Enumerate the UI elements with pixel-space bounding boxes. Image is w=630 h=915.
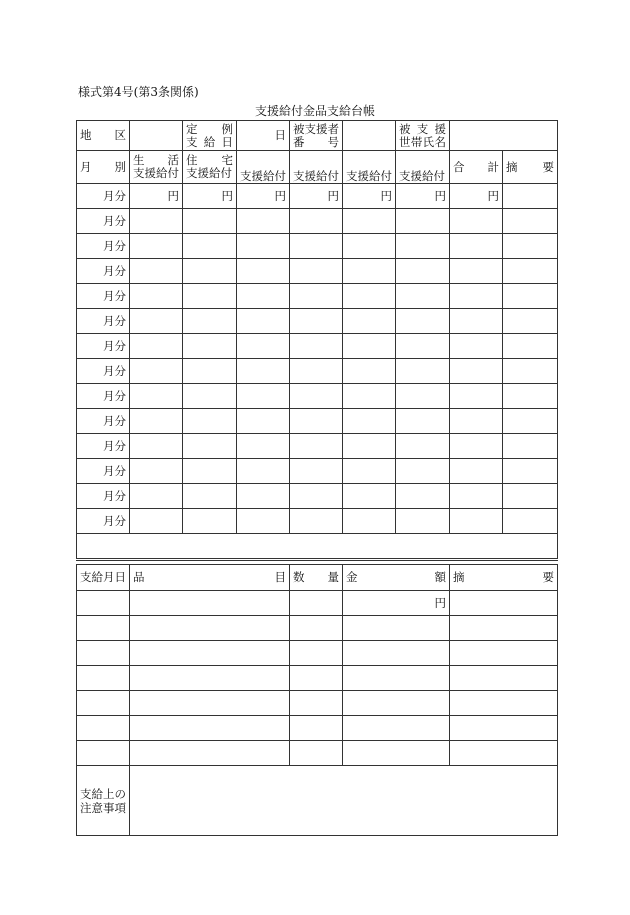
goods-date-header: 支給月日 <box>77 565 130 591</box>
amount-cell[interactable] <box>343 309 396 334</box>
amount-cell[interactable] <box>183 309 237 334</box>
amount-cell[interactable] <box>450 334 503 359</box>
housing-support-header-line2: 支援給付 <box>186 166 232 180</box>
recipient-no-label-line2: 番 号 <box>293 134 339 149</box>
total-column-header: 合 計 <box>450 151 503 184</box>
amount-cell[interactable] <box>130 509 183 534</box>
amount-cell[interactable] <box>130 234 183 259</box>
goods-date-cell[interactable] <box>77 641 130 666</box>
amount-cell[interactable] <box>396 284 450 309</box>
month-row <box>77 284 558 309</box>
goods-remarks-cell[interactable] <box>450 616 558 641</box>
amount-cell[interactable] <box>237 309 290 334</box>
goods-quantity-cell[interactable] <box>290 591 343 616</box>
pay-day-value[interactable]: 日 <box>237 121 290 151</box>
remarks-cell[interactable] <box>503 259 558 284</box>
amount-cell[interactable] <box>290 259 343 284</box>
header-row <box>77 121 558 151</box>
amount-cell[interactable] <box>290 434 343 459</box>
goods-quantity-header: 数 量 <box>290 565 343 591</box>
amount-cell[interactable] <box>237 284 290 309</box>
amount-cell[interactable] <box>237 409 290 434</box>
amount-cell[interactable] <box>396 359 450 384</box>
notes-value[interactable] <box>130 766 558 836</box>
goods-header-row <box>77 565 558 591</box>
amount-cell[interactable] <box>183 384 237 409</box>
amount-cell[interactable] <box>343 509 396 534</box>
goods-quantity-cell[interactable] <box>290 741 343 766</box>
amount-cell[interactable] <box>130 484 183 509</box>
amount-cell[interactable] <box>343 359 396 384</box>
goods-quantity-cell[interactable] <box>290 641 343 666</box>
amount-cell[interactable] <box>450 359 503 384</box>
amount-cell[interactable] <box>237 334 290 359</box>
month-label-cell: 月分 <box>77 209 130 234</box>
amount-cell[interactable] <box>290 234 343 259</box>
amount-cell[interactable] <box>290 484 343 509</box>
amount-cell[interactable] <box>396 384 450 409</box>
amount-cell[interactable] <box>183 459 237 484</box>
month-row <box>77 459 558 484</box>
amount-cell[interactable] <box>130 359 183 384</box>
goods-remarks-cell[interactable] <box>450 691 558 716</box>
goods-quantity-cell[interactable] <box>290 691 343 716</box>
amount-cell[interactable] <box>290 359 343 384</box>
amount-cell[interactable] <box>237 434 290 459</box>
amount-cell[interactable] <box>396 509 450 534</box>
amount-cell[interactable] <box>183 209 237 234</box>
recipient-no-value[interactable] <box>343 121 396 151</box>
amount-cell[interactable] <box>290 509 343 534</box>
ledger-title: 支援給付金品支給台帳 <box>254 104 375 118</box>
amount-cell[interactable] <box>290 284 343 309</box>
amount-cell[interactable] <box>396 434 450 459</box>
amount-cell[interactable] <box>396 484 450 509</box>
notes-label: 支給上の注意事項 <box>77 766 130 836</box>
amount-cell[interactable] <box>183 434 237 459</box>
amount-cell[interactable] <box>130 434 183 459</box>
amount-cell[interactable] <box>343 259 396 284</box>
remarks-cell[interactable] <box>503 409 558 434</box>
amount-cell[interactable] <box>130 459 183 484</box>
amount-cell[interactable] <box>183 334 237 359</box>
goods-row <box>77 716 558 741</box>
goods-remarks-cell[interactable] <box>450 591 558 616</box>
goods-amount-cell[interactable] <box>343 666 450 691</box>
amount-cell[interactable] <box>290 334 343 359</box>
amount-cell[interactable] <box>450 509 503 534</box>
month-label-cell: 月分 <box>77 434 130 459</box>
amount-cell[interactable] <box>343 334 396 359</box>
goods-amount-cell[interactable] <box>343 716 450 741</box>
amount-cell[interactable] <box>343 384 396 409</box>
goods-item-cell[interactable] <box>130 716 290 741</box>
remarks-cell[interactable] <box>503 284 558 309</box>
remarks-cell[interactable] <box>503 484 558 509</box>
household-name-label <box>396 121 450 151</box>
amount-cell[interactable]: 円 <box>237 184 290 209</box>
goods-date-cell[interactable] <box>77 591 130 616</box>
goods-item-cell[interactable] <box>130 741 290 766</box>
goods-date-cell[interactable] <box>77 716 130 741</box>
amount-cell[interactable]: 円 <box>183 184 237 209</box>
month-label-cell: 月分 <box>77 359 130 384</box>
remarks-cell[interactable] <box>503 234 558 259</box>
remarks-cell[interactable] <box>503 209 558 234</box>
living-support-header <box>130 151 183 184</box>
amount-cell[interactable]: 円 <box>343 184 396 209</box>
amount-cell[interactable] <box>450 484 503 509</box>
amount-cell[interactable] <box>130 384 183 409</box>
district-label: 地 区 <box>77 121 130 151</box>
amount-cell[interactable] <box>290 459 343 484</box>
remarks-cell[interactable] <box>503 459 558 484</box>
remarks-cell[interactable] <box>503 509 558 534</box>
goods-item-header: 品 目 <box>130 565 290 591</box>
goods-rows <box>77 591 558 766</box>
amount-cell[interactable] <box>396 234 450 259</box>
amount-cell[interactable] <box>290 209 343 234</box>
monthly-payment-table <box>76 120 558 561</box>
remarks-column-header: 摘 要 <box>503 151 558 184</box>
month-row <box>77 484 558 509</box>
amount-cell[interactable] <box>237 209 290 234</box>
amount-cell[interactable] <box>237 384 290 409</box>
amount-cell[interactable] <box>237 359 290 384</box>
remarks-cell[interactable] <box>503 309 558 334</box>
month-label-cell: 月分 <box>77 184 130 209</box>
month-label-cell: 月分 <box>77 309 130 334</box>
blank-separator-cell <box>77 534 558 560</box>
amount-cell[interactable] <box>183 484 237 509</box>
goods-amount-cell[interactable]: 円 <box>343 591 450 616</box>
month-label-cell: 月分 <box>77 284 130 309</box>
amount-cell[interactable] <box>450 384 503 409</box>
amount-cell[interactable]: 円 <box>396 184 450 209</box>
amount-cell[interactable] <box>290 309 343 334</box>
recipient-no-label-line1: 被支援者 <box>293 121 339 136</box>
amount-cell[interactable] <box>343 434 396 459</box>
amount-cell[interactable] <box>343 409 396 434</box>
support-header-4: 支援給付 <box>290 151 343 184</box>
amount-cell[interactable] <box>450 409 503 434</box>
amount-cell[interactable] <box>450 259 503 284</box>
month-label-cell: 月分 <box>77 409 130 434</box>
amount-cell[interactable] <box>450 459 503 484</box>
amount-cell[interactable]: 円 <box>130 184 183 209</box>
remarks-cell[interactable] <box>503 434 558 459</box>
goods-amount-cell[interactable] <box>343 691 450 716</box>
goods-item-cell[interactable] <box>130 616 290 641</box>
month-row <box>77 334 558 359</box>
amount-cell[interactable] <box>183 284 237 309</box>
amount-cell[interactable]: 円 <box>450 184 503 209</box>
regular-pay-day-label-line2: 支 給 日 <box>186 134 233 149</box>
goods-remarks-cell[interactable] <box>450 666 558 691</box>
support-header-3: 支援給付 <box>237 151 290 184</box>
goods-row <box>77 616 558 641</box>
goods-remarks-cell[interactable] <box>450 716 558 741</box>
amount-cell[interactable] <box>450 284 503 309</box>
month-row <box>77 209 558 234</box>
month-row <box>77 309 558 334</box>
month-row <box>77 234 558 259</box>
goods-amount-header: 金 額 <box>343 565 450 591</box>
notes-row <box>77 766 558 836</box>
amount-cell[interactable] <box>130 284 183 309</box>
amount-cell[interactable] <box>183 509 237 534</box>
living-support-header-line2: 支援給付 <box>133 166 179 180</box>
goods-remarks-header: 摘 要 <box>450 565 558 591</box>
month-row <box>77 259 558 284</box>
household-name-value[interactable] <box>450 121 558 151</box>
column-header-row <box>77 151 558 184</box>
amount-cell[interactable] <box>130 309 183 334</box>
month-label-cell: 月分 <box>77 509 130 534</box>
amount-cell[interactable] <box>450 309 503 334</box>
goods-quantity-cell[interactable] <box>290 616 343 641</box>
goods-item-cell[interactable] <box>130 666 290 691</box>
amount-cell[interactable] <box>450 209 503 234</box>
amount-cell[interactable] <box>343 459 396 484</box>
amount-cell[interactable] <box>396 459 450 484</box>
goods-amount-cell[interactable] <box>343 616 450 641</box>
amount-cell[interactable] <box>396 309 450 334</box>
recipient-no-label <box>290 121 343 151</box>
goods-quantity-cell[interactable] <box>290 666 343 691</box>
amount-cell[interactable] <box>290 409 343 434</box>
amount-cell[interactable] <box>183 234 237 259</box>
month-row <box>77 409 558 434</box>
amount-cell[interactable] <box>183 409 237 434</box>
month-label-cell: 月分 <box>77 484 130 509</box>
month-row <box>77 434 558 459</box>
amount-cell[interactable] <box>343 209 396 234</box>
amount-cell[interactable] <box>130 259 183 284</box>
goods-row <box>77 666 558 691</box>
amount-cell[interactable] <box>130 209 183 234</box>
district-value[interactable] <box>130 121 183 151</box>
household-name-label-line1: 被 支 援 <box>399 121 446 136</box>
month-row <box>77 359 558 384</box>
amount-cell[interactable] <box>237 509 290 534</box>
amount-cell[interactable] <box>343 284 396 309</box>
amount-cell[interactable] <box>237 484 290 509</box>
housing-support-header <box>183 151 237 184</box>
remarks-cell[interactable] <box>503 184 558 209</box>
month-label-cell: 月分 <box>77 234 130 259</box>
goods-item-cell[interactable] <box>130 641 290 666</box>
amount-cell[interactable]: 円 <box>290 184 343 209</box>
month-label-cell: 月分 <box>77 459 130 484</box>
goods-row <box>77 591 558 616</box>
goods-payment-table <box>76 564 558 836</box>
household-name-label-line2: 世帯氏名 <box>399 134 446 149</box>
amount-cell[interactable] <box>290 384 343 409</box>
goods-row <box>77 641 558 666</box>
amount-cell[interactable] <box>343 484 396 509</box>
amount-cell[interactable] <box>450 434 503 459</box>
goods-item-cell[interactable] <box>130 691 290 716</box>
goods-remarks-cell[interactable] <box>450 741 558 766</box>
month-rows <box>77 184 558 534</box>
amount-cell[interactable] <box>343 234 396 259</box>
month-label-cell: 月分 <box>77 384 130 409</box>
goods-date-cell[interactable] <box>77 741 130 766</box>
goods-amount-cell[interactable] <box>343 641 450 666</box>
month-row <box>77 509 558 534</box>
remarks-cell[interactable] <box>503 359 558 384</box>
goods-row <box>77 741 558 766</box>
remarks-cell[interactable] <box>503 384 558 409</box>
goods-date-cell[interactable] <box>77 691 130 716</box>
amount-cell[interactable] <box>396 334 450 359</box>
goods-row <box>77 691 558 716</box>
support-header-6: 支援給付 <box>396 151 450 184</box>
month-label-cell: 月分 <box>77 334 130 359</box>
goods-date-cell[interactable] <box>77 666 130 691</box>
support-header-5: 支援給付 <box>343 151 396 184</box>
amount-cell[interactable] <box>183 259 237 284</box>
amount-cell[interactable] <box>130 409 183 434</box>
amount-cell[interactable] <box>396 409 450 434</box>
amount-cell[interactable] <box>237 459 290 484</box>
form-number: 様式第4号(第3条関係) <box>78 85 199 99</box>
month-column-header: 月 別 <box>77 151 130 184</box>
amount-cell[interactable] <box>237 234 290 259</box>
month-row <box>77 184 558 209</box>
goods-remarks-cell[interactable] <box>450 641 558 666</box>
amount-cell[interactable] <box>450 234 503 259</box>
remarks-cell[interactable] <box>503 334 558 359</box>
month-row <box>77 384 558 409</box>
goods-quantity-cell[interactable] <box>290 716 343 741</box>
living-support-header-line1: 生 活 <box>133 153 179 167</box>
amount-cell[interactable] <box>396 209 450 234</box>
blank-separator-row <box>77 534 558 560</box>
regular-pay-day-label-line1: 定 例 <box>186 121 233 136</box>
amount-cell[interactable] <box>183 359 237 384</box>
goods-amount-cell[interactable] <box>343 741 450 766</box>
amount-cell[interactable] <box>237 259 290 284</box>
regular-pay-day-label <box>183 121 237 151</box>
goods-date-cell[interactable] <box>77 616 130 641</box>
month-label-cell: 月分 <box>77 259 130 284</box>
housing-support-header-line1: 住 宅 <box>186 153 233 167</box>
goods-item-cell[interactable] <box>130 591 290 616</box>
amount-cell[interactable] <box>130 334 183 359</box>
amount-cell[interactable] <box>396 259 450 284</box>
